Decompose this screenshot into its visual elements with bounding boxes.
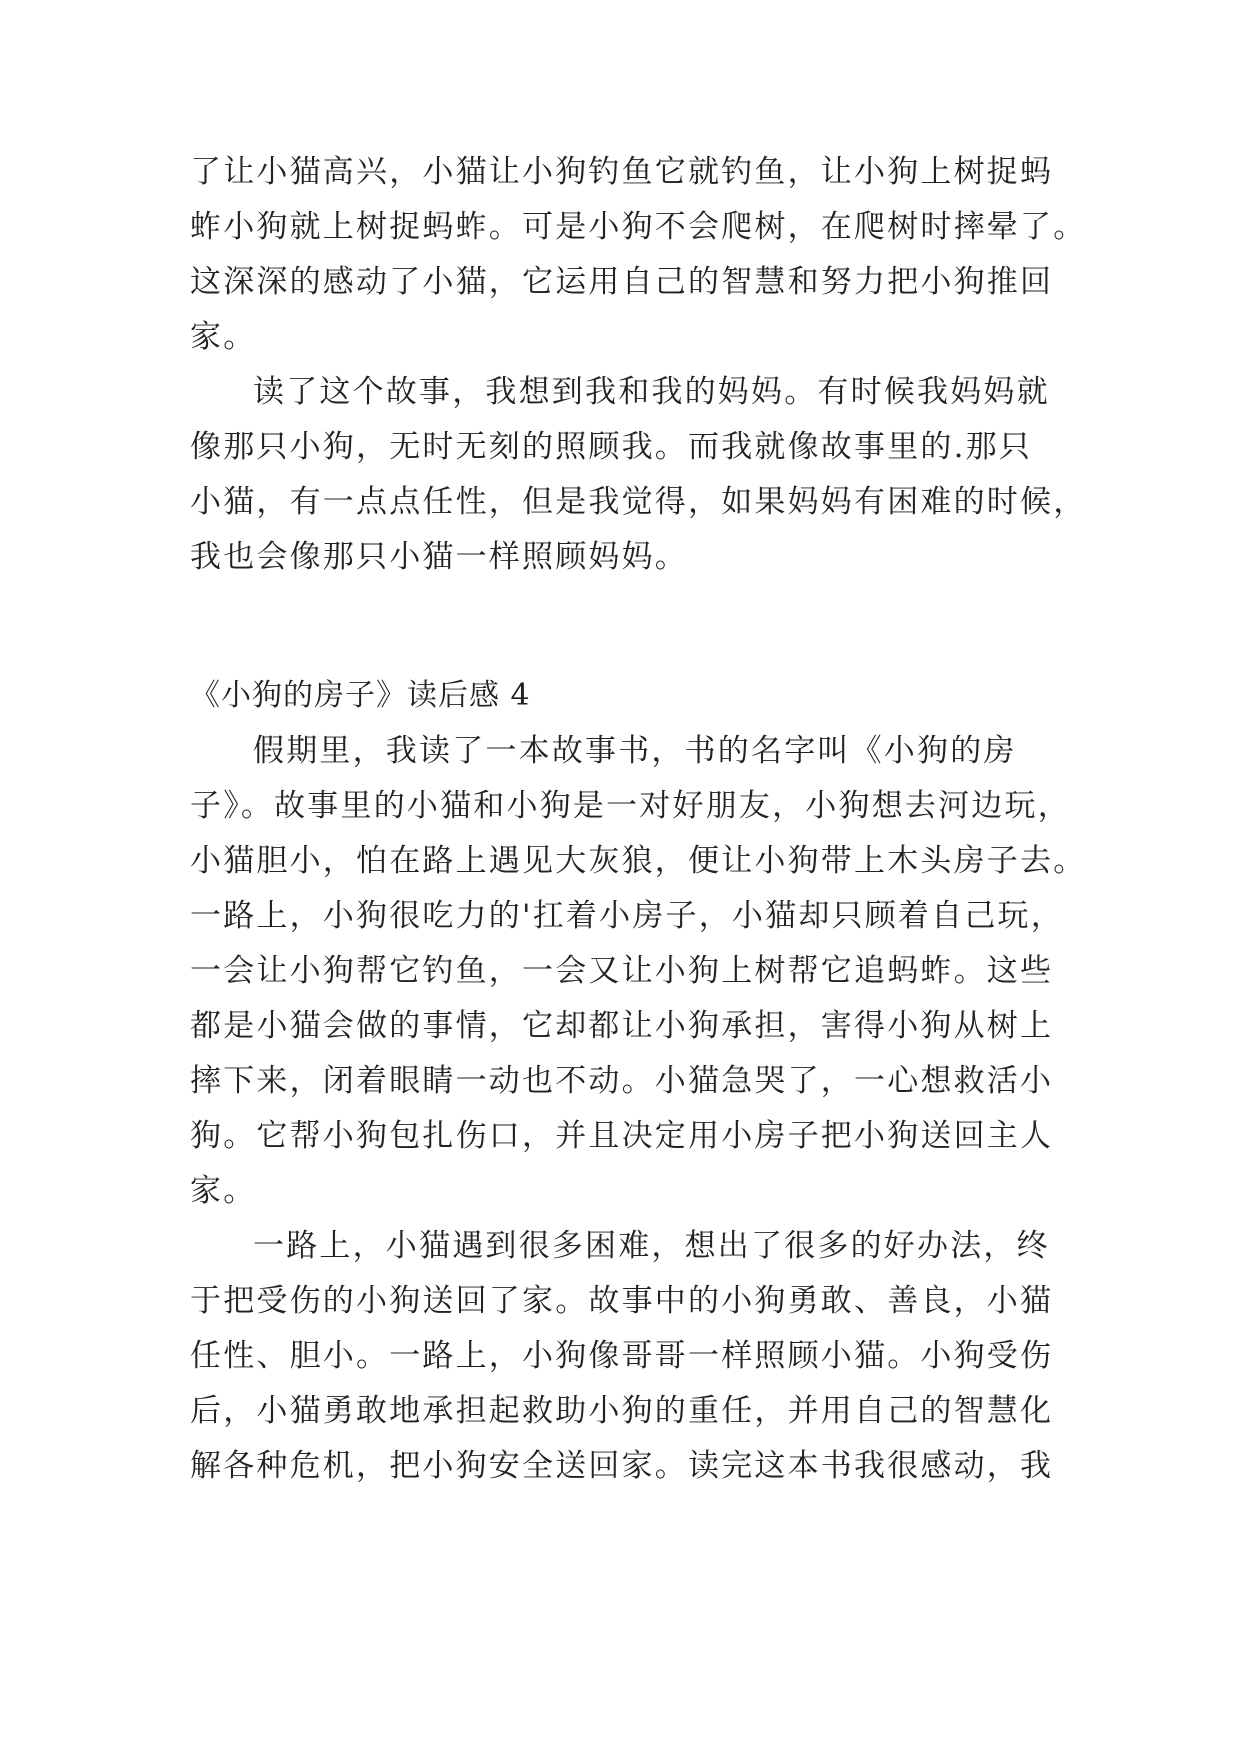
- text-line: 小猫，有一点点任性，但是我觉得，如果妈妈有困难的时候，: [190, 484, 1087, 520]
- text-line: 家。: [190, 319, 257, 355]
- text-line: 了让小猫高兴，小猫让小狗钓鱼它就钓鱼，让小狗上树捉蚂: [190, 154, 1054, 190]
- text-line: 这深深的感动了小猫，它运用自己的智慧和努力把小狗推回: [190, 264, 1054, 300]
- text-line: 一路上，小狗很吃力的'扛着小房子，小猫却只顾着自己玩，: [190, 898, 1064, 934]
- text-line: 于把受伤的小狗送回了家。故事中的小狗勇敢、善良，小猫: [190, 1283, 1054, 1319]
- section-title: 《小狗的房子》读后感 4: [190, 678, 531, 713]
- text-line: 一路上，小猫遇到很多困难，想出了很多的好办法，终: [253, 1228, 1050, 1264]
- text-line: 一会让小狗帮它钓鱼，一会又让小狗上树帮它追蚂蚱。这些: [190, 953, 1054, 989]
- text-line: 狗。它帮小狗包扎伤口，并且决定用小房子把小狗送回主人: [190, 1118, 1054, 1154]
- text-line: 解各种危机，把小狗安全送回家。读完这本书我很感动，我: [190, 1448, 1054, 1484]
- text-line: 都是小猫会做的事情，它却都让小狗承担，害得小狗从树上: [190, 1008, 1054, 1044]
- text-line: 假期里，我读了一本故事书，书的名字叫《小狗的房: [253, 733, 1017, 769]
- text-line: 后，小猫勇敢地承担起救助小狗的重任，并用自己的智慧化: [190, 1393, 1054, 1429]
- text-line: 小猫胆小，怕在路上遇见大灰狼，便让小狗带上木头房子去。: [190, 843, 1087, 879]
- text-line: 蚱小狗就上树捉蚂蚱。可是小狗不会爬树，在爬树时摔晕了。: [190, 209, 1087, 245]
- text-line: 任性、胆小。一路上，小狗像哥哥一样照顾小猫。小狗受伤: [190, 1338, 1054, 1374]
- text-line: 像那只小狗，无时无刻的照顾我。而我就像故事里的.那只: [190, 429, 1033, 465]
- text-line: 家。: [190, 1173, 257, 1209]
- text-line: 我也会像那只小猫一样照顾妈妈。: [190, 539, 688, 575]
- text-line: 读了这个故事，我想到我和我的妈妈。有时候我妈妈就: [253, 374, 1050, 410]
- text-line: 子》。故事里的小猫和小狗是一对好朋友，小狗想去河边玩，: [190, 788, 1071, 824]
- text-line: 摔下来，闭着眼睛一动也不动。小猫急哭了，一心想救活小: [190, 1063, 1054, 1099]
